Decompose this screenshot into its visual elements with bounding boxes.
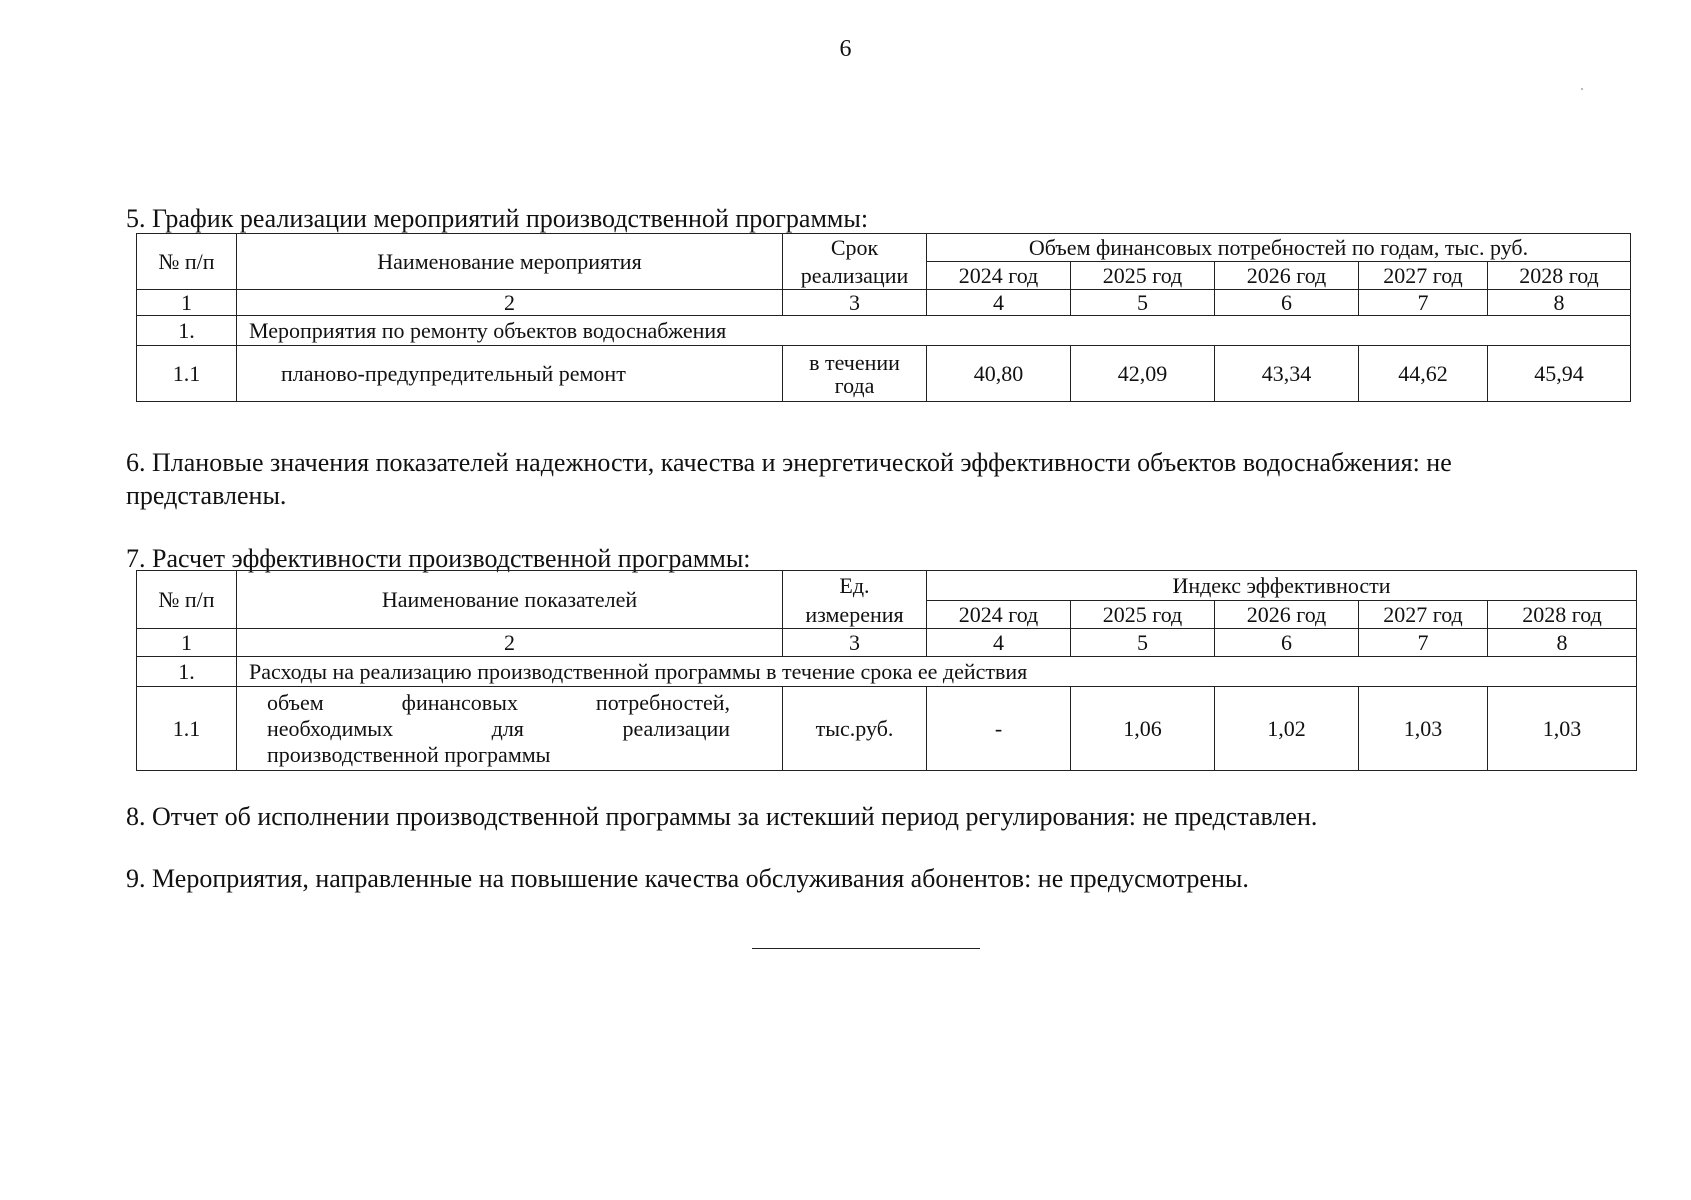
group-name: Расходы на реализацию производственной программы в течение срока ее действия bbox=[237, 657, 1637, 687]
index-cell: 1 bbox=[137, 629, 237, 657]
row-unit: тыс.руб. bbox=[783, 687, 927, 771]
closing-rule bbox=[752, 948, 980, 949]
row-name-line: объем финансовых потребностей, bbox=[267, 689, 730, 715]
value-cell: 1,06 bbox=[1071, 687, 1215, 771]
year-cell: 2025 год bbox=[1071, 262, 1215, 290]
index-cell: 4 bbox=[927, 290, 1071, 316]
year-cell: 2027 год bbox=[1359, 262, 1488, 290]
group-num: 1. bbox=[137, 657, 237, 687]
value-cell: 1,03 bbox=[1359, 687, 1488, 771]
row-term-line2: года bbox=[834, 372, 875, 398]
year-cell: 2027 год bbox=[1359, 601, 1488, 629]
index-cell: 6 bbox=[1215, 290, 1359, 316]
value-cell: 1,02 bbox=[1215, 687, 1359, 771]
year-cell: 2025 год bbox=[1071, 601, 1215, 629]
value-cell: - bbox=[927, 687, 1071, 771]
index-cell: 3 bbox=[783, 290, 927, 316]
value-cell: 43,34 bbox=[1215, 346, 1359, 402]
index-cell: 6 bbox=[1215, 629, 1359, 657]
index-cell: 1 bbox=[137, 290, 237, 316]
index-cell: 3 bbox=[783, 629, 927, 657]
section8-text: 8. Отчет об исполнении производственной программы за истекший период регулирования: не представлен. bbox=[126, 802, 1318, 831]
header-unit-bottom: измерения bbox=[783, 601, 927, 629]
row-num: 1.1 bbox=[137, 687, 237, 771]
value-cell: 1,03 bbox=[1488, 687, 1637, 771]
group-name: Мероприятия по ремонту объектов водоснабжения bbox=[237, 316, 1631, 346]
value-cell: 45,94 bbox=[1488, 346, 1631, 402]
year-cell: 2026 год bbox=[1215, 262, 1359, 290]
year-cell: 2024 год bbox=[927, 601, 1071, 629]
value-cell: 40,80 bbox=[927, 346, 1071, 402]
year-cell: 2024 год bbox=[927, 262, 1071, 290]
section6-text: 6. Плановые значения показателей надежности, качества и энергетической эффективности объектов водоснабжения: не представлены. bbox=[126, 448, 1452, 510]
index-cell: 2 bbox=[237, 290, 783, 316]
year-cell: 2028 год bbox=[1488, 601, 1637, 629]
header-group: Индекс эффективности bbox=[927, 571, 1637, 601]
row-term-line1: в течении bbox=[809, 349, 900, 375]
row-name: планово-предупредительный ремонт bbox=[237, 346, 783, 402]
page-number: 6 bbox=[839, 36, 852, 62]
header-name: Наименование мероприятия bbox=[237, 234, 783, 290]
row-term bbox=[783, 346, 927, 402]
year-cell: 2026 год bbox=[1215, 601, 1359, 629]
year-cell: 2028 год bbox=[1488, 262, 1631, 290]
row-num: 1.1 bbox=[137, 346, 237, 402]
scan-speck bbox=[1581, 88, 1583, 90]
index-cell: 8 bbox=[1488, 629, 1637, 657]
header-name: Наименование показателей bbox=[237, 571, 783, 629]
value-cell: 44,62 bbox=[1359, 346, 1488, 402]
index-cell: 4 bbox=[927, 629, 1071, 657]
efficiency-table bbox=[136, 570, 1637, 771]
schedule-table bbox=[136, 233, 1631, 402]
value-cell: 42,09 bbox=[1071, 346, 1215, 402]
header-term-top: Срок bbox=[783, 234, 927, 262]
section7-heading: 7. Расчет эффективности производственной программы: bbox=[126, 544, 751, 573]
group-num: 1. bbox=[137, 316, 237, 346]
index-cell: 7 bbox=[1359, 629, 1488, 657]
header-num: № п/п bbox=[137, 571, 237, 629]
header-unit-top: Ед. bbox=[783, 571, 927, 601]
index-cell: 7 bbox=[1359, 290, 1488, 316]
index-cell: 5 bbox=[1071, 629, 1215, 657]
row-name bbox=[237, 687, 783, 771]
header-num: № п/п bbox=[137, 234, 237, 290]
section9-text: 9. Мероприятия, направленные на повышение качества обслуживания абонентов: не предусмотрены. bbox=[126, 864, 1249, 893]
index-cell: 8 bbox=[1488, 290, 1631, 316]
row-name-line: производственной программы bbox=[267, 741, 551, 767]
header-group: Объем финансовых потребностей по годам, тыс. руб. bbox=[927, 234, 1631, 262]
index-cell: 5 bbox=[1071, 290, 1215, 316]
index-cell: 2 bbox=[237, 629, 783, 657]
header-term-bottom: реализации bbox=[783, 262, 927, 290]
section5-heading: 5. График реализации мероприятий производственной программы: bbox=[126, 204, 869, 233]
row-name-line: необходимых для реализации bbox=[267, 715, 730, 741]
